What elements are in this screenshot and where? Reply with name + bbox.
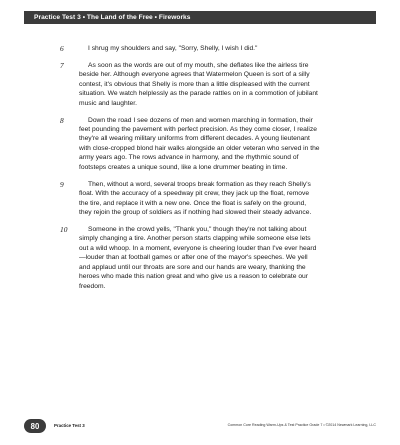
paragraph-6 xyxy=(60,44,320,53)
page-footer xyxy=(24,419,376,433)
paragraph-10 xyxy=(60,225,320,291)
passage-text xyxy=(60,44,320,298)
paragraph-number: 7 xyxy=(60,60,64,70)
paragraph-number: 9 xyxy=(60,179,64,189)
paragraph-text: I shrug my shoulders and say, "Sorry, Shelly, I wish I did." xyxy=(88,45,258,52)
paragraph-text: Someone in the crowd yells, "Thank you," though they're not talking about simply changing a tire. Another person starts clapping while someone else lets out a wild whoop. In a moment, everyone is cheering louder than I've ever heard—louder than at football games or after one of the mayor's speeches. We yell and applaud until our throats are sore and our hands are weary, thanking the heroes who made this nation great and who give us a reason to celebrate our freedom. xyxy=(79,225,317,290)
paragraph-number: 6 xyxy=(60,44,64,53)
page-number-badge: 80 xyxy=(24,419,46,433)
paragraph-number: 10 xyxy=(60,224,68,234)
footer-copyright: Common Core Reading Warm-Ups & Test Practice Grade 7 • ©2014 Newmark Learning, LLC xyxy=(227,423,376,428)
paragraph-text: Then, without a word, several troops break formation as they reach Shelly's float. With the accuracy of a speedway pit crew, they jack up the float, remove the tire, and replace it with a new one. Once the float is safely on the ground, they rejoin the group of soldiers as if nothing had slowed their steady advance. xyxy=(79,180,312,216)
paragraph-9 xyxy=(60,180,320,218)
paragraph-7 xyxy=(60,61,320,108)
paragraph-number: 8 xyxy=(60,115,64,125)
paragraph-8 xyxy=(60,116,320,173)
paragraph-text: Down the road I see dozens of men and women marching in formation, their feet pounding the pavement with perfect precision. As they come closer, I realize they're all wearing military uniforms from different decades. A young lieutenant with close-cropped blond hair walks alongside an older veteran who served in the army years ago. The rows advance in harmony, and the rhythmic sound of footsteps creates a unique sound, like a lone drummer beating in time. xyxy=(79,116,320,171)
footer-section-label: Practice Test 3 xyxy=(54,423,85,428)
running-header-bar xyxy=(24,11,376,24)
paragraph-text: As soon as the words are out of my mouth, she deflates like the airless tire beside her. Although everyone agrees that Watermelon Queen is sort of a silly contest, it's obvious that Shelly is more than a little displeased with the current situation. We watch helplessly as the parade rattles on in a commotion of jubilant music and laughter. xyxy=(79,61,318,107)
running-header-title: Practice Test 3 • The Land of the Free • Fireworks xyxy=(34,14,191,21)
